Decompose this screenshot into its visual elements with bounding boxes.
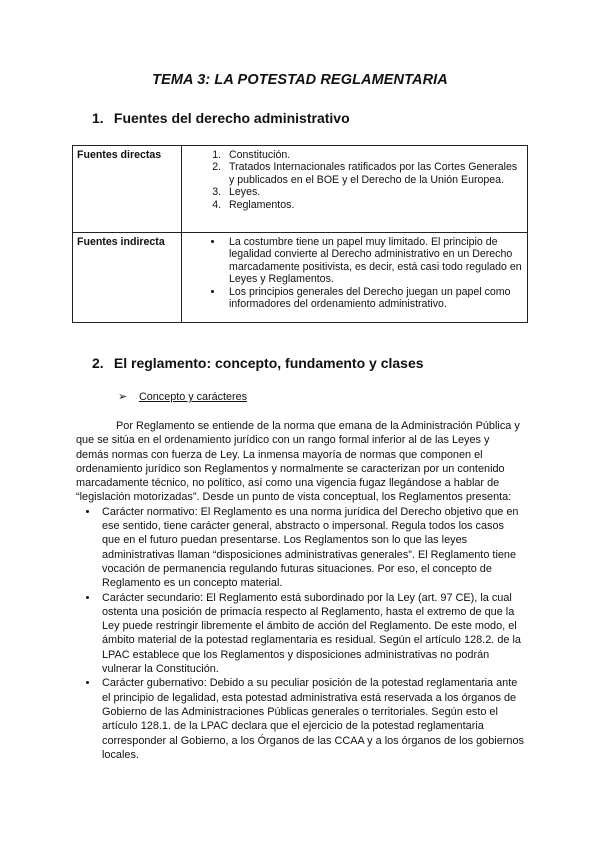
direct-sources-list <box>182 149 523 211</box>
section-number: 1. <box>92 110 104 126</box>
section-number: 2. <box>92 355 104 371</box>
table-row <box>73 146 528 233</box>
list-item: • Carácter normativo: El Reglamento es una norma jurídica del Derecho objetivo que en ese sentido, tiene carácter general, abstracto o impersonal. Regula todos los casos que en el futuro puedan presentarse. Los Reglamentos son lo que las leyes administrativas llaman “disposiciones administrativas generales”. El Reglamento tiene vocación de permanencia regulando futuras situaciones. Por eso, el concepto de Reglamento es un concepto material. <box>99 505 524 591</box>
section-title: Fuentes del derecho administrativo <box>113 110 350 126</box>
list-item: 1. Constitución. <box>224 149 523 161</box>
list-item: 4. Reglamentos. <box>224 199 523 211</box>
list-item: 3. Leyes. <box>224 186 523 198</box>
list-item: • Carácter gubernativo: Debido a su peculiar posición de la potestad reglamentaria ante el principio de legalidad, esta potestad administrativa está reservada a los órganos de Gobierno de las Administraciones Públicas generales o territoriales. Según esto el artículo 128.1. de la LPAC declara que el ejercicio de la potestad reglamentaria corresponder al Gobierno, a los Órganos de las CCAA y a los órganos de los gobiernos locales. <box>99 676 524 762</box>
table-row <box>73 233 528 323</box>
subsection-title: Concepto y carácteres <box>139 391 248 403</box>
sources-table <box>72 145 528 323</box>
section-heading-1 <box>92 110 350 126</box>
indirect-sources-list <box>182 236 523 310</box>
row-label: Fuentes indirecta <box>73 233 182 323</box>
row-label: Fuentes directas <box>73 146 182 233</box>
subsection-heading <box>118 390 247 403</box>
list-item: 2. Tratados Internacionales ratificados por las Cortes Generales y publicados en el BOE y el Derecho de la Unión Europea. <box>224 161 523 186</box>
arrow-bullet-icon: ➢ <box>118 391 128 403</box>
list-item: • La costumbre tiene un papel muy limitado. El principio de legalidad convierte al Derecho administrativo en un Derecho marcadamente positivista, es decir, está casi todo regulado en Leyes y Reglamentos. <box>224 236 523 286</box>
section-heading-2 <box>92 355 424 371</box>
row-content <box>182 233 528 323</box>
document-title: TEMA 3: LA POTESTAD REGLAMENTARIA <box>152 72 448 88</box>
intro-paragraph: Por Reglamento se entiende de la norma que emana de la Administración Pública y que se sitúa en el ordenamiento jurídico con un rango formal inferior al de las Leyes y demás normas con fuerza de Ley. La inmensa mayoría de normas que componen el ordenamiento jurídico son Reglamentos y normalmente se caracterizan por un contenido marcadamente técnico, no político, así como una vigencia fugaz llegándose a hablar de “legislación motorizadas”. Desde un punto de vista conceptual, los Reglamentos presenta: <box>76 420 520 504</box>
row-content <box>182 146 528 233</box>
characteristics-list <box>76 505 524 762</box>
body-text <box>76 419 524 762</box>
list-item: • Los principios generales del Derecho juegan un papel como informadores del ordenamiento administrativo. <box>224 286 523 311</box>
list-item: • Carácter secundario: El Reglamento está subordinado por la Ley (art. 97 CE), la cual ostenta una posición de primacía respecto al Reglamento, hasta el extremo de que la Ley puede restringir libremente el ámbito de acción del Reglamento. De este modo, el ámbito material de la potestad reglamentaria es residual. Según el artículo 128.2. de la LPAC establece que los Reglamentos y disposiciones administrativas no podrán vulnerar la Constitución. <box>99 591 524 677</box>
section-title: El reglamento: concepto, fundamento y clases <box>113 355 424 371</box>
